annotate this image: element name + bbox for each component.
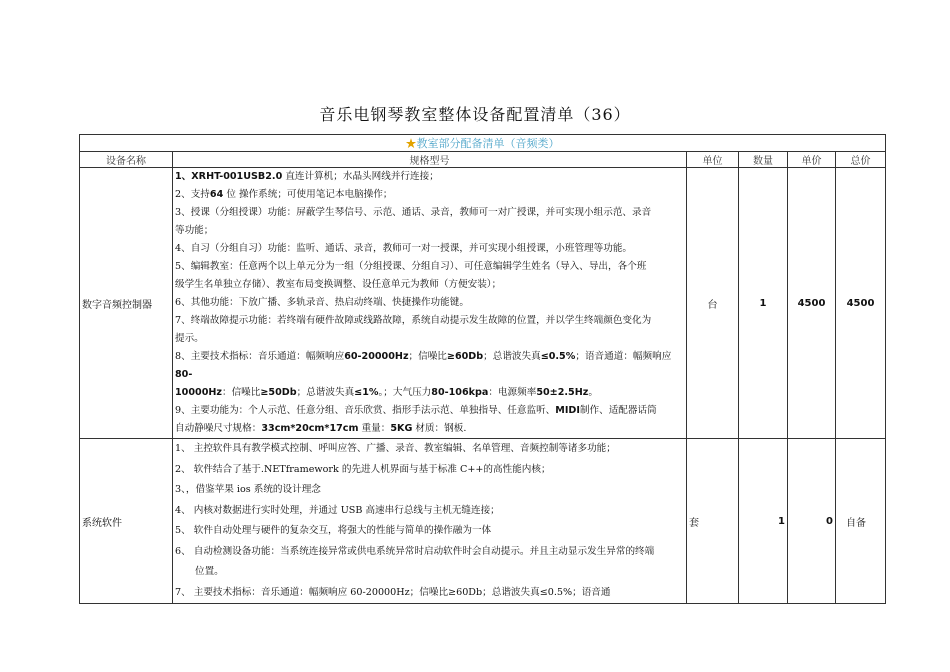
unit-cell: 台 xyxy=(687,168,739,439)
header-spec: 规格型号 xyxy=(173,152,687,168)
header-price: 单价 xyxy=(788,152,836,168)
header-name: 设备名称 xyxy=(80,152,173,168)
spec-line: 1、 主控软件具有教学模式控制、呼叫应答、广播、录音、教室编辑、名单管理、音频控制等诸多功能； xyxy=(175,443,616,454)
spec-line: 提示。 xyxy=(175,333,204,344)
header-total: 总价 xyxy=(836,152,886,168)
spec-line: 4、 内核对数据进行实时处理，并通过 USB 高速串行总线与主机无缝连接； xyxy=(175,504,500,516)
spec-line: 4、自习（分组自习）功能：监听、通话、录音，教师可一对一授课，并可实现小组授课，小班管理等功能。 xyxy=(175,243,633,254)
spec-line: 2、支持64 位 操作系统；可使用笔记本电脑操作； xyxy=(175,189,393,200)
spec-line: 5、 软件自动处理与硬件的复杂交互，将强大的性能与简单的操作融为一体 xyxy=(175,525,492,536)
spec-line: 3、，借鉴苹果 ios 系统的设计理念 xyxy=(175,484,321,495)
spec-line: 6、其他功能：下放广播、多轨录音、热启动终端、快捷操作功能键。 xyxy=(175,297,469,308)
spec-line: 自动静噪尺寸规格：33cm*20cm*17cm 重量：5KG 材质：钢板. xyxy=(175,423,467,434)
spec-cell xyxy=(173,439,687,604)
price-cell: 0 xyxy=(788,439,836,604)
section-label: 教室部分配备清单（音频类） xyxy=(416,137,560,150)
spec-line: 1、XRHT-001USB2.0 直连计算机；水晶头网线并行连接； xyxy=(175,171,439,182)
total-cell: 4500 xyxy=(836,168,886,439)
section-heading xyxy=(80,135,886,152)
spec-line: 等功能； xyxy=(175,225,214,236)
spec-line: 10000Hz：信噪比≥50Db；总谐波失真≤1%。；大气压力80-106kpa：电源频率50±2.5Hz。 xyxy=(175,387,598,398)
spec-line: 3、授课（分组授课）功能：屏蔽学生琴信号、示范、通话、录音，教师可一对广授课，并可实现小组示范、录音 xyxy=(175,207,652,218)
document-title: 音乐电钢琴教室整体设备配置清单（36） xyxy=(319,105,631,124)
total-cell: 自备 xyxy=(836,439,886,604)
qty-cell: 1 xyxy=(739,168,788,439)
spec-line: 6、 自动检测设备功能：当系统连接异常或供电系统异常时启动软件时会自动提示。并且主动显示发生异常的终端 xyxy=(175,545,655,557)
header-unit: 单位 xyxy=(687,152,739,168)
star-icon: ★ xyxy=(405,137,417,150)
header-qty: 数量 xyxy=(739,152,788,168)
device-name: 系统软件 xyxy=(80,439,173,604)
spec-line: 7、 主要技术指标：音乐通道：幅频响应 60-20000Hz；信噪比≥60Db；总谐波失真≤0.5%；语音通 xyxy=(175,586,611,598)
header-row xyxy=(80,152,886,168)
table-row xyxy=(80,439,886,604)
spec-line: 7、终端故障提示功能：若终端有硬件故障或线路故障，系统自动提示发生故障的位置，并以学生终端颜色变化为 xyxy=(175,315,652,326)
price-cell: 4500 xyxy=(788,168,836,439)
equipment-table-container xyxy=(79,134,885,604)
spec-cell xyxy=(173,168,687,439)
table-row xyxy=(80,168,886,439)
unit-cell: 套 xyxy=(687,439,739,604)
device-name: 数字音频控制器 xyxy=(80,168,173,439)
spec-line: 8、主要技术指标：音乐通道：幅频响应60-20000Hz；信噪比≥60Db；总谐波失真≤0.5%；语音通道：幅频响应80- xyxy=(175,351,672,380)
spec-line: 位置。 xyxy=(195,566,224,577)
equipment-table xyxy=(79,134,886,604)
spec-line: 5、编辑教室：任意两个以上单元分为一组（分组授课、分组自习）、可任意编辑学生姓名（导入、导出，各个班 xyxy=(175,261,647,272)
spec-line: 9、主要功能为：个人示范、任意分组、音乐欣赏、指形手法示范、单独指导、任意监听、MIDI制作、适配器话筒 xyxy=(175,405,657,416)
spec-line: 级学生名单独立存储）、教室布局变换调整、设任意单元为教师（方便安装）； xyxy=(175,279,502,290)
spec-line: 2、 软件结合了基于.NETframework 的先进人机界面与基于标准 C++的高性能内核； xyxy=(175,463,551,475)
qty-cell: 1 xyxy=(739,439,788,604)
